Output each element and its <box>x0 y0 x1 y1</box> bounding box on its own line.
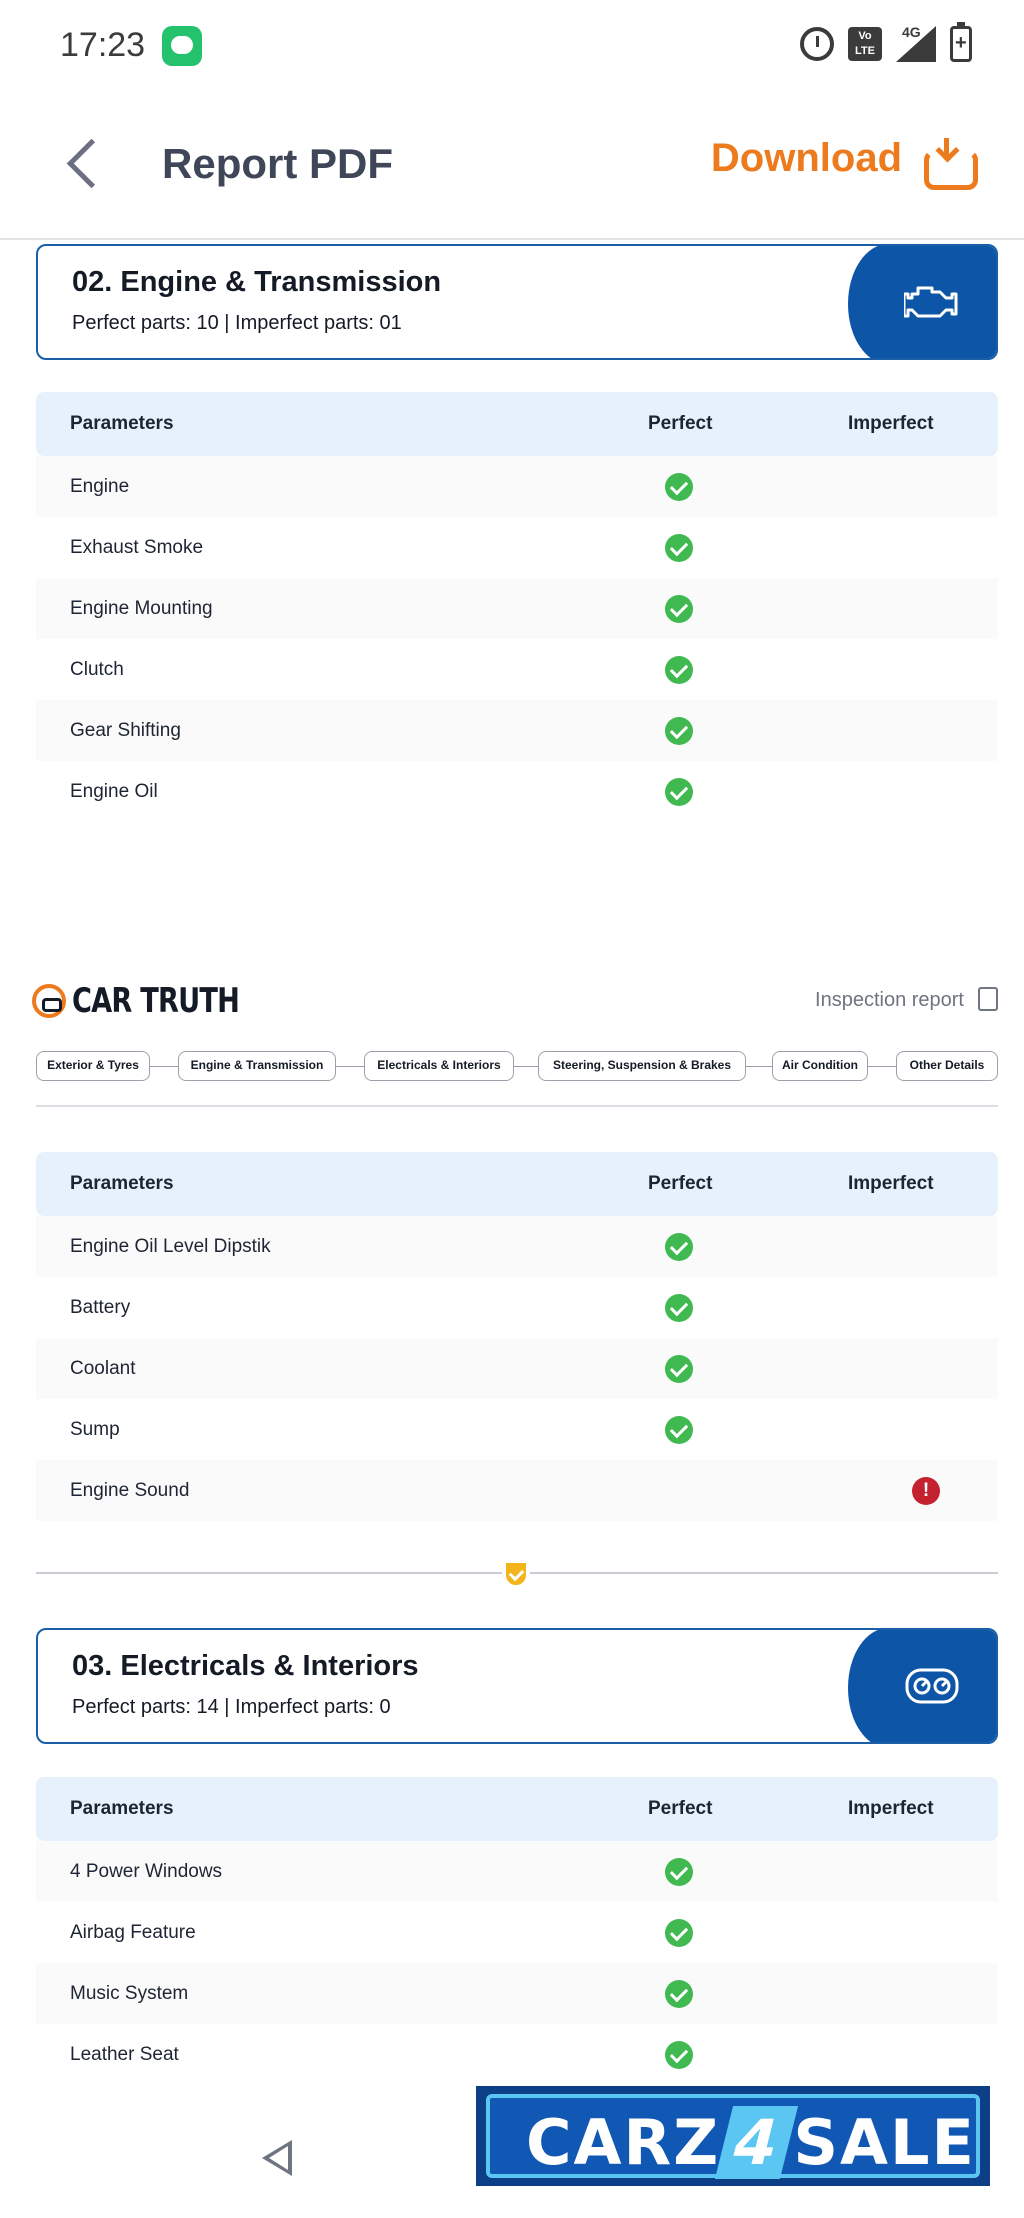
table-row <box>36 1963 998 2024</box>
check-icon <box>665 1294 693 1322</box>
page-title: Report PDF <box>162 140 393 187</box>
table-row <box>36 578 998 639</box>
brand-name: CAR TRUTH <box>72 981 240 1021</box>
status-bar <box>0 0 1024 96</box>
check-icon <box>665 1858 693 1886</box>
brand-row <box>0 975 1024 1035</box>
chat-icon <box>162 26 202 66</box>
table-row <box>36 2024 998 2085</box>
system-back-icon[interactable] <box>262 2140 292 2176</box>
row-label: Leather Seat <box>70 2044 179 2065</box>
brand-logo <box>32 981 281 1021</box>
table-row <box>36 639 998 700</box>
section-title: 02. Engine & Transmission <box>72 266 442 298</box>
header-parameters: Parameters <box>70 1798 174 1819</box>
table-row <box>36 1399 998 1460</box>
check-icon <box>665 534 693 562</box>
table-body <box>36 1216 998 1521</box>
check-icon <box>665 1416 693 1444</box>
section-badge <box>848 1628 998 1744</box>
inspection-report-label: Inspection report <box>815 989 964 1011</box>
row-label: Engine Oil Level Dipstik <box>70 1236 271 1257</box>
back-arrow-icon[interactable] <box>60 136 110 196</box>
table-header <box>36 1152 998 1216</box>
parameters-table-1 <box>36 392 998 822</box>
engine-icon <box>904 280 960 324</box>
pill-engine-transmission[interactable]: Engine & Transmission <box>178 1051 336 1081</box>
table-row <box>36 1338 998 1399</box>
row-label: Sump <box>70 1419 120 1440</box>
table-row <box>36 700 998 761</box>
status-icons <box>800 26 972 62</box>
check-icon <box>665 473 693 501</box>
row-label: Engine Sound <box>70 1480 190 1501</box>
table-row <box>36 1277 998 1338</box>
check-icon <box>665 595 693 623</box>
row-label: 4 Power Windows <box>70 1861 223 1882</box>
row-label: Gear Shifting <box>70 720 181 741</box>
signal-icon <box>896 26 936 62</box>
parameters-table-3 <box>36 1777 998 2085</box>
section-summary: Perfect parts: 10 | Imperfect parts: 01 <box>72 312 402 334</box>
header-imperfect: Imperfect <box>848 1173 934 1194</box>
alert-icon: ! <box>912 1477 940 1505</box>
section-badge <box>848 244 998 360</box>
row-label: Clutch <box>70 659 124 680</box>
row-label: Engine Mounting <box>70 598 213 619</box>
check-icon <box>665 717 693 745</box>
shield-check-icon <box>503 1560 529 1588</box>
dashboard-icon <box>904 1664 960 1708</box>
check-icon <box>665 2041 693 2069</box>
table-row <box>36 456 998 517</box>
carz4sale-watermark <box>476 2086 990 2186</box>
watermark-text: CARZ4SALE <box>526 2106 976 2179</box>
header-imperfect: Imperfect <box>848 413 934 434</box>
row-label: Coolant <box>70 1358 136 1379</box>
check-icon <box>665 1355 693 1383</box>
table-header <box>36 392 998 456</box>
check-icon <box>665 778 693 806</box>
battery-icon <box>950 26 972 62</box>
parameters-table-2 <box>36 1152 998 1521</box>
header-perfect: Perfect <box>648 1798 713 1819</box>
section-summary: Perfect parts: 14 | Imperfect parts: 0 <box>72 1696 391 1718</box>
header-perfect: Perfect <box>648 1173 713 1194</box>
download-icon <box>924 138 968 180</box>
pill-other-details[interactable]: Other Details <box>896 1051 998 1081</box>
network-label: 4G <box>902 24 921 40</box>
check-icon <box>665 1919 693 1947</box>
volte-icon: Vo LTE <box>848 27 882 61</box>
car-truth-logo-icon <box>32 984 66 1018</box>
row-label: Exhaust Smoke <box>70 537 204 558</box>
table-body <box>36 1841 998 2085</box>
pill-exterior-tyres[interactable]: Exterior & Tyres <box>36 1051 150 1081</box>
table-row <box>36 1902 998 1963</box>
row-label: Airbag Feature <box>70 1922 196 1943</box>
status-time: 17:23 <box>60 26 146 64</box>
app-header <box>0 96 1024 240</box>
row-label: Engine Oil <box>70 781 158 802</box>
table-body <box>36 456 998 822</box>
download-button[interactable] <box>711 136 968 181</box>
clipboard-icon <box>978 987 998 1011</box>
section-card-engine-transmission <box>36 244 998 360</box>
table-row <box>36 517 998 578</box>
header-imperfect: Imperfect <box>848 1798 934 1819</box>
section-nav-pills <box>36 1051 998 1081</box>
divider <box>36 1105 998 1107</box>
header-parameters: Parameters <box>70 1173 174 1194</box>
check-icon <box>665 1980 693 2008</box>
section-card-electricals-interiors <box>36 1628 998 1744</box>
download-label: Download <box>710 136 902 180</box>
table-row <box>36 761 998 822</box>
header-parameters: Parameters <box>70 413 174 434</box>
pill-air-condition[interactable]: Air Condition <box>772 1051 868 1081</box>
pill-steering-suspension-brakes[interactable]: Steering, Suspension & Brakes <box>538 1051 746 1081</box>
table-header <box>36 1777 998 1841</box>
alarm-icon <box>800 27 834 61</box>
table-row <box>36 1460 998 1521</box>
row-label: Engine <box>70 476 130 497</box>
section-title: 03. Electricals & Interiors <box>72 1650 419 1682</box>
table-row <box>36 1841 998 1902</box>
check-icon <box>665 1233 693 1261</box>
pill-electricals-interiors[interactable]: Electricals & Interiors <box>364 1051 514 1081</box>
row-label: Music System <box>70 1983 189 2004</box>
header-perfect: Perfect <box>648 413 713 434</box>
table-row <box>36 1216 998 1277</box>
check-icon <box>665 656 693 684</box>
row-label: Battery <box>70 1297 131 1318</box>
